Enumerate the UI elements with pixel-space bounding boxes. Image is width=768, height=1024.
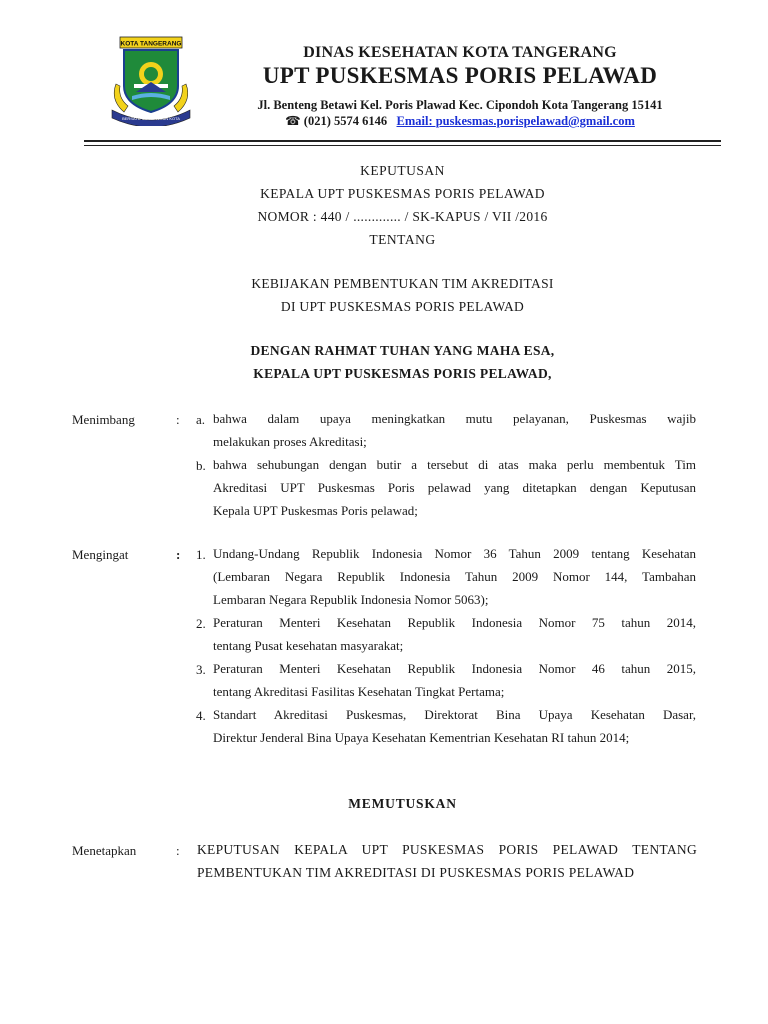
list-item-line: Standart Akreditasi Puskesmas, Direktorat Bina Upaya Kesehatan Dasar, [213,707,696,722]
mengingat-colon: : [176,547,181,562]
menimbang-item-a [213,407,696,453]
kota-tangerang-logo [106,34,196,126]
preamble-line-1: DENGAN RAHMAT TUHAN YANG MAHA ESA, [250,343,555,358]
agency-name: DINAS KESEHATAN KOTA TANGERANG [303,44,617,61]
doc-type: KEPUTUSAN [360,163,445,178]
menimbang-label: Menimbang [72,412,135,427]
list-item-line: tentang Pusat kesehatan masyarakat; [213,638,404,653]
contact-line [210,113,710,129]
menetapkan-label: Menetapkan [72,843,137,858]
mengingat-marker-3: 3. [196,662,206,677]
list-item-line: Peraturan Menteri Kesehatan Republik Indonesia Nomor 75 tahun 2014, [213,615,696,630]
mengingat-label: Mengingat [72,547,129,562]
list-item-line: melakukan proses Akreditasi; [213,434,367,449]
menimbang-item-b [213,453,696,522]
memutuskan-heading: MEMUTUSKAN [348,796,457,811]
list-item-line: Undang-Undang Republik Indonesia Nomor 36 Tahun 2009 tentang Kesehatan [213,546,696,561]
list-item-line: bahwa sehubungan dengan butir a tersebut di atas maka perlu membentuk Tim [213,457,696,472]
tentang-heading: TENTANG [369,232,436,247]
decree-number: NOMOR : 440 / ............. / SK-KAPUS / VII /2016 [257,209,548,224]
mengingat-item-3 [213,657,696,703]
menetapkan-line-2: PEMBENTUKAN TIM AKREDITASI DI PUSKESMAS PORIS PELAWAD [197,865,635,880]
list-item-line: Direktur Jenderal Bina Upaya Kesehatan Kementrian Kesehatan RI tahun 2014; [213,730,630,745]
letterhead-divider-thin [84,145,721,146]
list-item-line: Kepala UPT Puskesmas Poris pelawad; [213,503,418,518]
mengingat-item-2 [213,611,696,657]
menimbang-colon: : [176,412,180,427]
preamble-line-2: KEPALA UPT PUSKESMAS PORIS PELAWAD, [253,366,552,381]
unit-name: UPT PUSKESMAS PORIS PELAWAD [262,63,658,88]
list-item-line: Lembaran Negara Republik Indonesia Nomor 5063); [213,592,489,607]
mengingat-marker-4: 4. [196,708,206,723]
menetapkan-text [197,838,697,884]
issuer: KEPALA UPT PUSKESMAS PORIS PELAWAD [260,186,545,201]
list-item-line: tentang Akreditasi Fasilitas Kesehatan Tingkat Pertama; [213,684,505,699]
mengingat-marker-2: 2. [196,616,206,631]
address: Jl. Benteng Betawi Kel. Poris Plawad Kec. Cipondoh Kota Tangerang 15141 [257,98,663,112]
mengingat-item-4 [213,703,696,749]
logo-top-text: KOTA TANGERANG [120,40,182,48]
menimbang-marker-b: b. [196,458,206,473]
phone-icon: ☎ [285,114,301,128]
phone-number: (021) 5574 6146 [303,114,388,128]
subject-line-1: KEBIJAKAN PEMBENTUKAN TIM AKREDITASI [251,276,554,291]
list-item-line: Peraturan Menteri Kesehatan Republik Indonesia Nomor 46 tahun 2015, [213,661,696,676]
email-link[interactable]: Email: puskesmas.porispelawad@gmail.com [396,114,635,128]
mengingat-marker-1: 1. [196,547,206,562]
menetapkan-line-1: KEPUTUSAN KEPALA UPT PUSKESMAS PORIS PELAWAD TENTANG [197,842,697,857]
subject-line-2: DI UPT PUSKESMAS PORIS PELAWAD [280,299,525,314]
logo-bottom-text: BERSATU MEMBANGUN KOTA [122,116,180,121]
menetapkan-colon: : [176,843,180,858]
list-item-line: (Lembaran Negara Republik Indonesia Tahun 2009 Nomor 144, Tambahan [213,569,696,584]
menimbang-marker-a: a. [196,412,206,427]
list-item-line: bahwa dalam upaya meningkatkan mutu pelayanan, Puskesmas wajib [213,411,696,426]
mengingat-item-1 [213,542,696,611]
letterhead-divider-thick [84,140,721,142]
list-item-line: Akreditasi UPT Puskesmas Poris pelawad yang ditetapkan dengan Keputusan [213,480,696,495]
